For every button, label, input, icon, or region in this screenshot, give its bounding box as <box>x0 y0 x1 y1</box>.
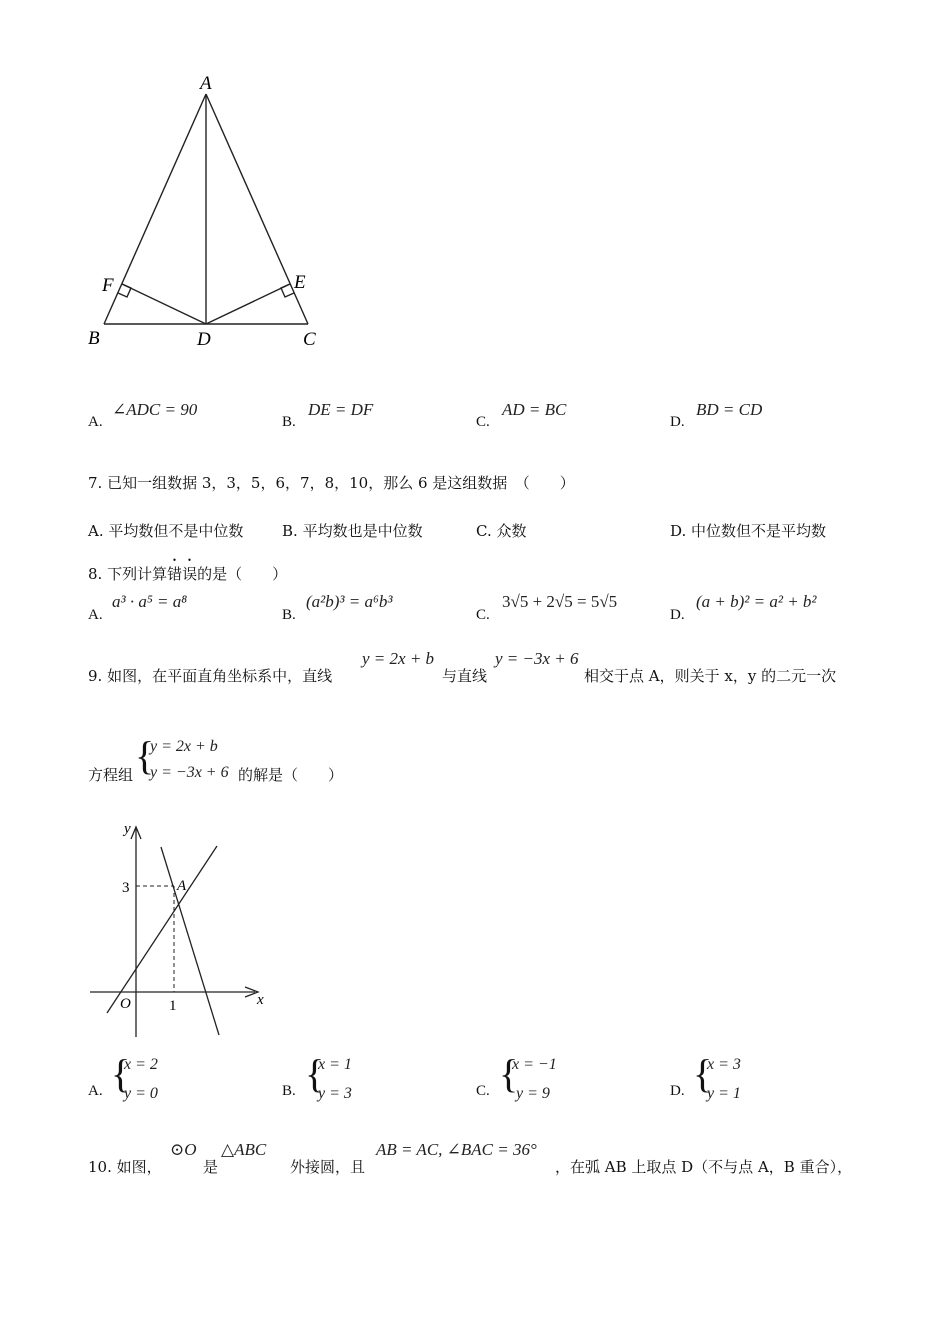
x-axis-label: x <box>257 992 264 1008</box>
q7-option-c[interactable]: C. 众数 <box>476 522 527 540</box>
q9-line2-expr: y = −3x + 6 <box>495 649 579 668</box>
q7-option-b[interactable]: B. 平均数也是中位数 <box>282 522 423 540</box>
segment-ac <box>206 94 308 324</box>
origin-label: O <box>120 996 131 1012</box>
label-a: A <box>200 73 212 94</box>
q6-option-d-expr: BD = CD <box>696 400 763 419</box>
line-y-2x-plus-b <box>107 846 217 1013</box>
label-d: D <box>197 329 211 350</box>
q8-option-c-expr: 3√5 + 2√5 = 5√5 <box>502 592 618 611</box>
q6-option-b-letter[interactable]: B. <box>282 414 296 430</box>
segment-df <box>122 284 206 324</box>
q7-stem: 7. 已知一组数据 3，3，5，6，7，8，10，那么 6 是这组数据 （ ） <box>88 474 575 492</box>
y-tick-3: 3 <box>122 880 130 896</box>
q9-system-eq2: y = −3x + 6 <box>150 764 229 781</box>
q7-option-a[interactable]: A. 平均数但不是中位数 <box>88 522 244 540</box>
q8-option-b-expr: (a²b)³ = a⁶b³ <box>306 592 393 611</box>
q6-option-d-letter[interactable]: D. <box>670 414 685 430</box>
y-axis-label: y <box>124 821 131 837</box>
label-e: E <box>294 272 306 293</box>
segment-de <box>206 284 290 324</box>
q8-stem: 8. 下列计算错误的是（ ） <box>88 565 288 583</box>
label-c: C <box>303 329 316 350</box>
q9-graph <box>85 815 285 1045</box>
q8-option-b-letter[interactable]: B. <box>282 607 296 623</box>
q10-circle: ⊙O <box>170 1140 197 1159</box>
q7-option-d[interactable]: D. 中位数但不是平均数 <box>670 522 827 540</box>
q6-option-b-expr: DE = DF <box>308 400 374 419</box>
q10-condition: AB = AC, ∠BAC = 36° <box>376 1140 537 1159</box>
q6-option-a-expr: ∠ADC = 90 <box>112 400 198 419</box>
q9-system-eq1: y = 2x + b <box>150 738 218 755</box>
q6-option-c-expr: AD = BC <box>502 400 567 419</box>
segment-ab <box>104 94 206 324</box>
x-tick-1: 1 <box>169 998 177 1014</box>
q8-option-a-expr: a³ · a⁵ = a⁸ <box>112 592 188 611</box>
q6-option-c-letter[interactable]: C. <box>476 414 490 430</box>
q8-option-d-letter[interactable]: D. <box>670 607 685 623</box>
q8-emphasis: 错误 <box>167 565 198 583</box>
q8-option-c-letter[interactable]: C. <box>476 607 490 623</box>
q8-option-a-letter[interactable]: A. <box>88 607 103 623</box>
q6-option-a-letter[interactable]: A. <box>88 414 103 430</box>
label-f: F <box>102 275 114 296</box>
q10-triangle: △ABC <box>221 1140 267 1159</box>
label-b: B <box>88 328 100 349</box>
point-a-label: A <box>177 878 187 894</box>
q9-line1-expr: y = 2x + b <box>362 649 435 668</box>
triangle-figure <box>80 70 340 360</box>
q8-option-d-expr: (a + b)² = a² + b² <box>696 592 817 611</box>
